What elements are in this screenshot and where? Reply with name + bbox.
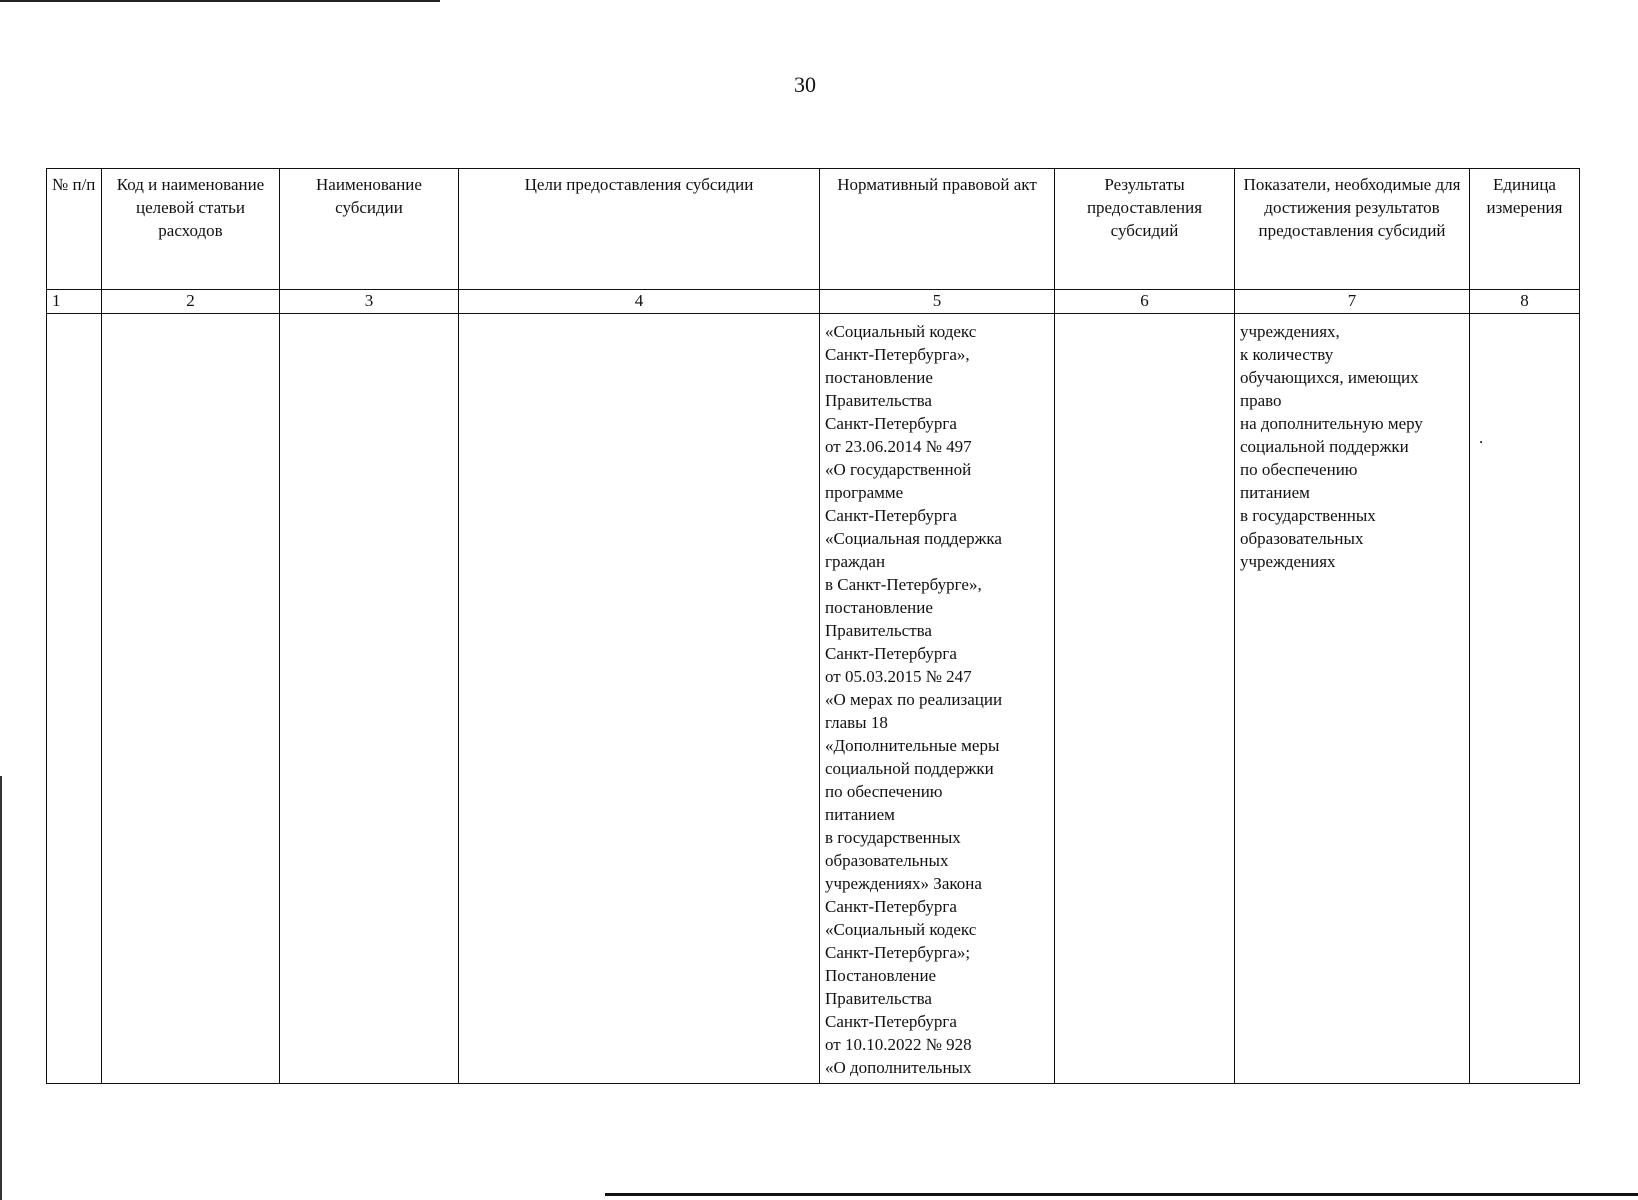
- cell-indicators: [1235, 314, 1470, 1084]
- header-cell-code: Код и наименование целевой статьи расходов: [102, 169, 280, 290]
- column-number-cell: 4: [459, 290, 820, 314]
- column-number-row: [47, 290, 1580, 314]
- cell-legal-act: [820, 314, 1055, 1084]
- page-number: 30: [794, 72, 816, 97]
- column-number-cell: 6: [1055, 290, 1235, 314]
- table-row: [47, 314, 1580, 1084]
- header-row: [47, 169, 1580, 290]
- scan-edge-left: [0, 776, 2, 1200]
- subsidy-table: [46, 168, 1580, 1084]
- header-cell-unit: Единица измерения: [1470, 169, 1580, 290]
- cell-code: [102, 314, 280, 1084]
- column-number-cell: 2: [102, 290, 280, 314]
- header-cell-subsidy-name: Наименование субсидии: [280, 169, 459, 290]
- header-cell-goals: Цели предоставления субсидии: [459, 169, 820, 290]
- legal-act-text: «Социальный кодекс Санкт-Петербурга», постановление Правительства Санкт-Петербурга от 23.06.2014 № 497 «О государственной программе Санкт-Петербурга «Социальная поддержка граждан в Санкт-Петербурге», постановление Правительства Санкт-Петербурга от 05.03.2015 № 247 «О мерах по реализации главы 18 «Дополнительные меры социальной поддержки по обеспечению питанием в государственных образовательных учреждениях» Закона Санкт-Петербурга «Социальный кодекс Санкт-Петербурга»; Постановление Правительства Санкт-Петербурга от 10.10.2022 № 928 «О дополнительных: [825, 322, 1003, 1077]
- header-cell-indicators: Показатели, необходимые для достижения результатов предоставления субсидий: [1235, 169, 1470, 290]
- header-cell-number: № п/п: [47, 169, 102, 290]
- column-number-cell: 7: [1235, 290, 1470, 314]
- header-cell-results: Результаты предоставления субсидий: [1055, 169, 1235, 290]
- column-number-cell: 1: [47, 290, 102, 314]
- header-cell-legal-act: Нормативный правовой акт: [820, 169, 1055, 290]
- indicators-text: учреждениях, к количеству обучающихся, имеющих право на дополнительную меру социальной поддержки по обеспечению питанием в государственных образовательных учреждениях: [1240, 322, 1423, 571]
- cell-goals: [459, 314, 820, 1084]
- scan-edge-bottom: [605, 1193, 1638, 1196]
- column-number-cell: 5: [820, 290, 1055, 314]
- scan-edge-top: [0, 0, 440, 2]
- column-number-cell: 8: [1470, 290, 1580, 314]
- cell-subsidy-name: [280, 314, 459, 1084]
- unit-mark: .: [1479, 428, 1484, 447]
- column-number-cell: 3: [280, 290, 459, 314]
- cell-unit: [1470, 314, 1580, 1084]
- cell-number: [47, 314, 102, 1084]
- cell-results: [1055, 314, 1235, 1084]
